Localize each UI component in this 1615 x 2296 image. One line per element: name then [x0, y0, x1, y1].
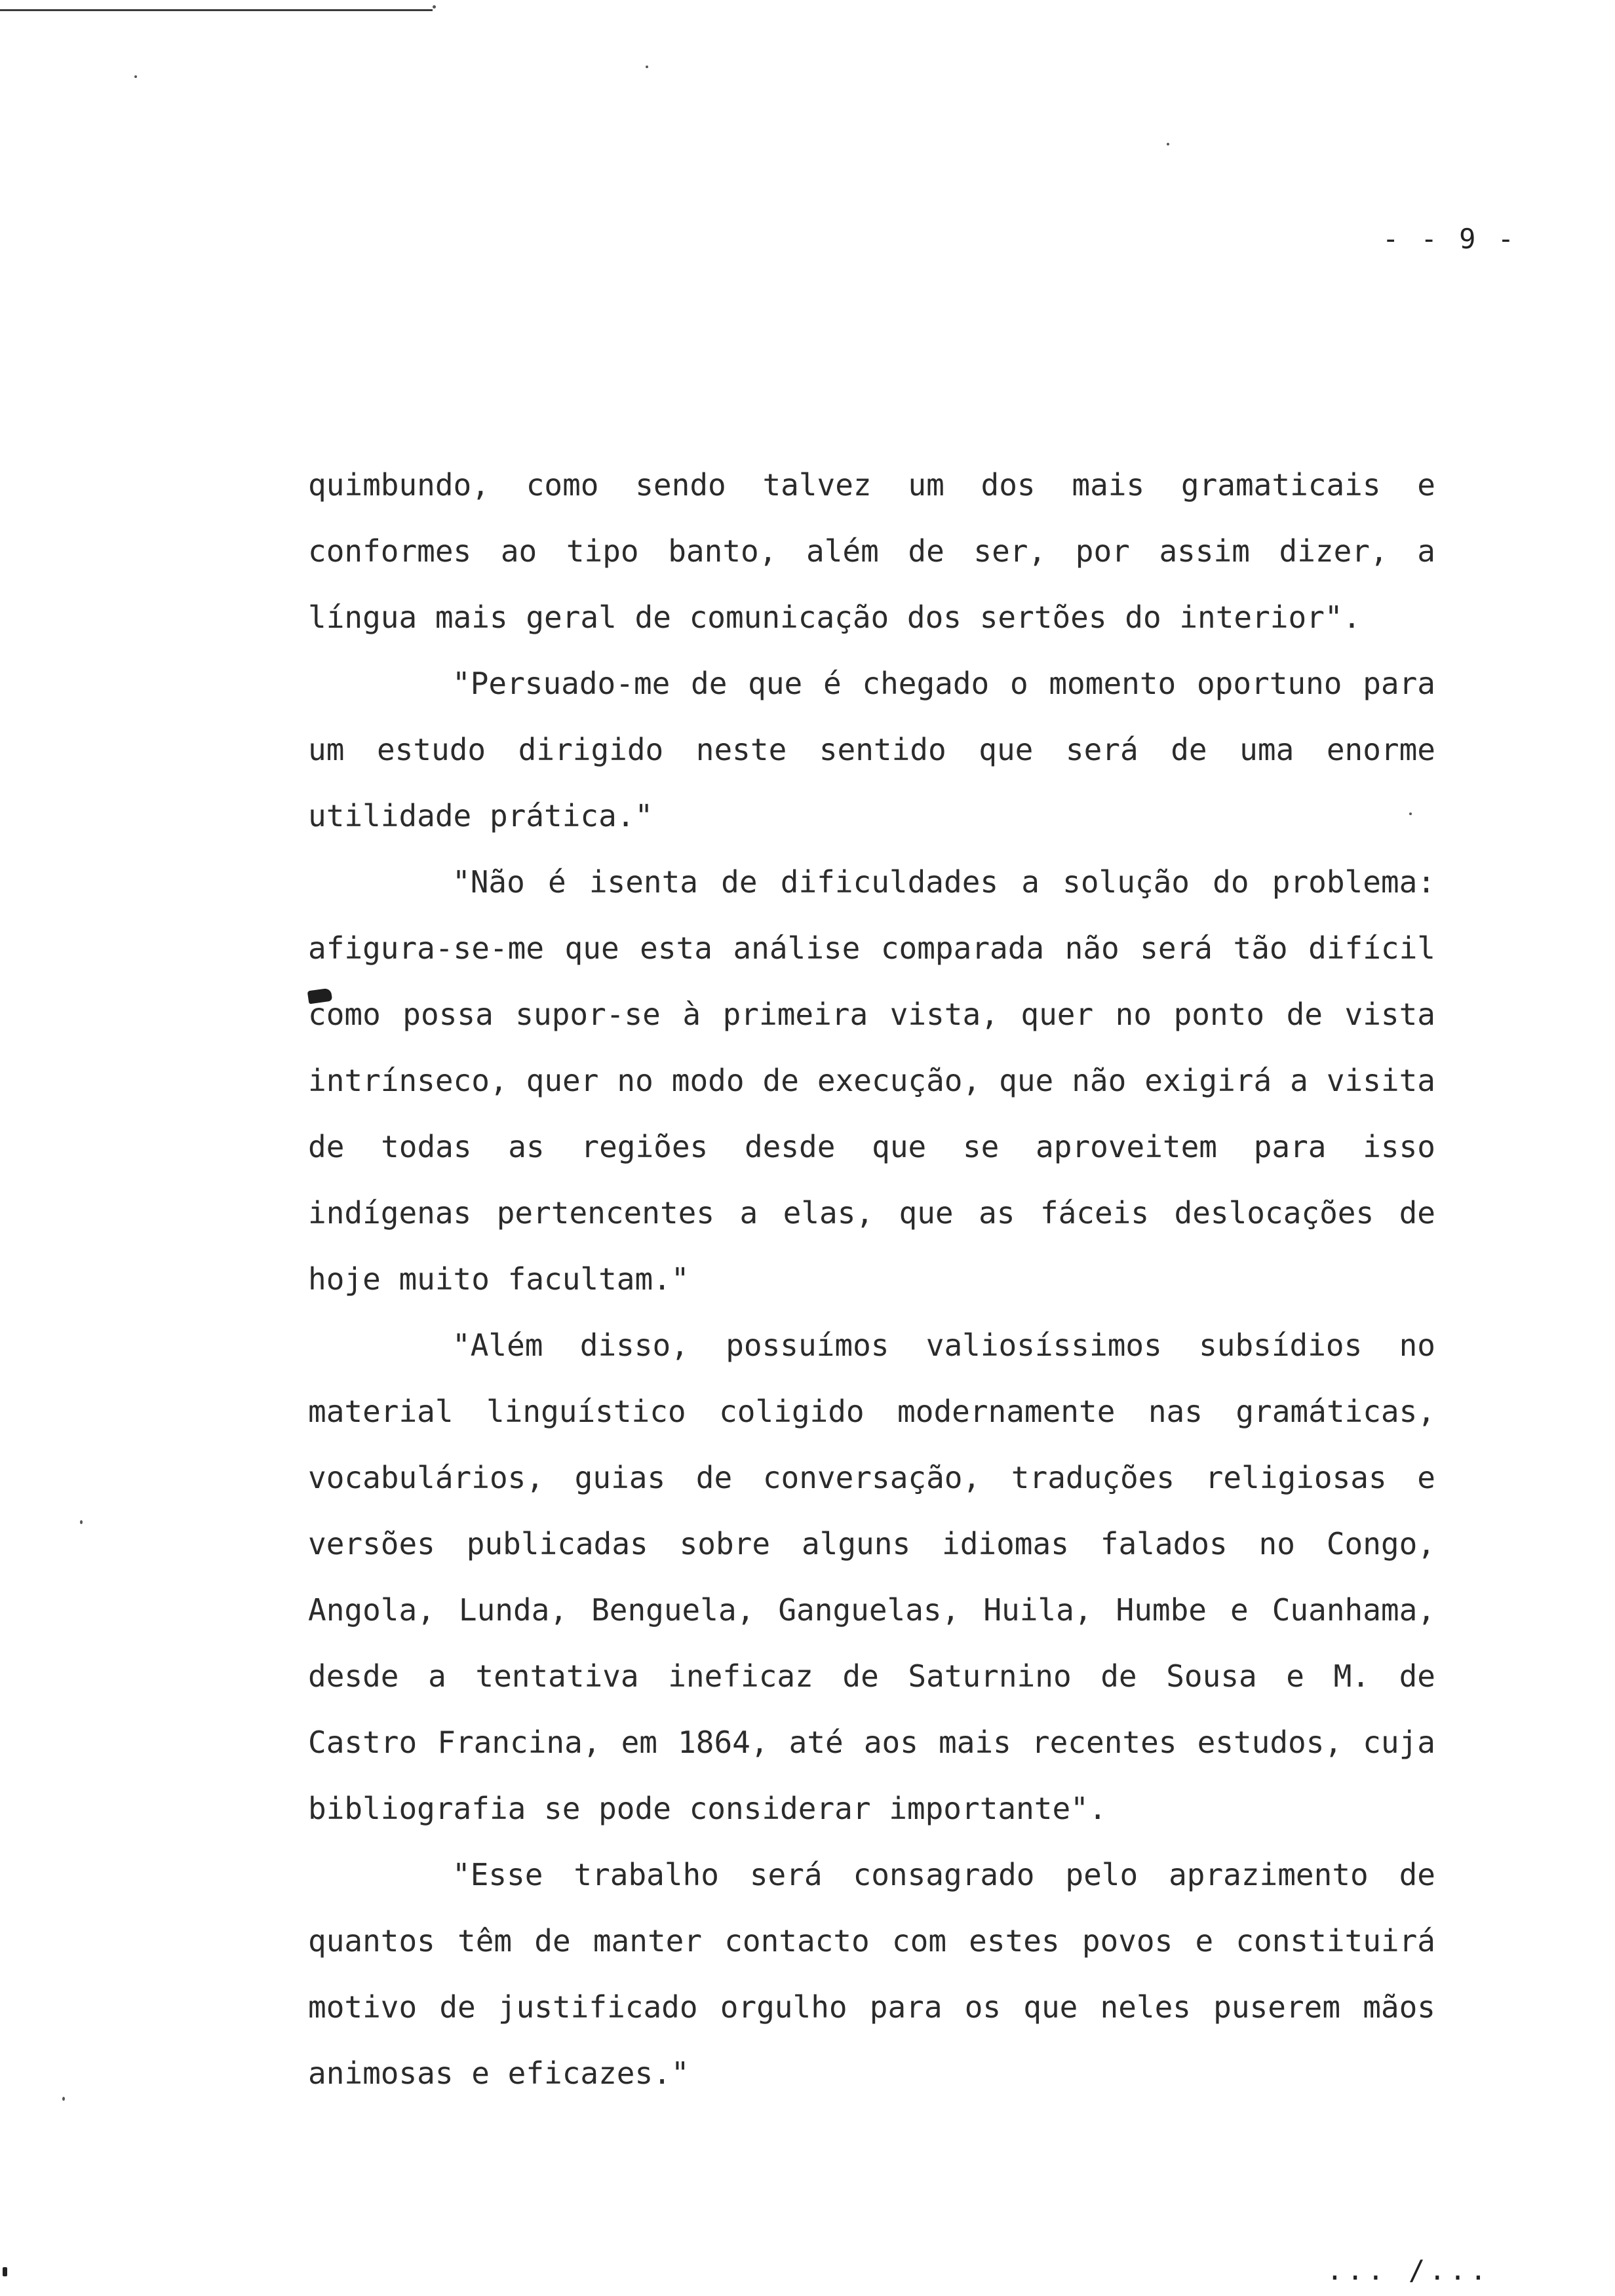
paragraph-quote: "Não é isenta de dificuldades a solução do problema: afigura-se-me que esta análise comparada não será tão difícil como possa supor-se à primeira vista, quer no ponto de vista intrínseco, quer no modo de execução, que não exigirá a visita de todas as regiões desde que se aproveitem para isso indígenas pertencentes a elas, que as fáceis deslocações de hoje muito facultam."	[308, 864, 1435, 1297]
scan-speck	[3, 2267, 7, 2276]
scan-speck	[134, 75, 137, 78]
continuation-mark: ... /...	[1326, 2254, 1490, 2286]
scan-speck	[646, 66, 648, 68]
scan-speck	[80, 1520, 83, 1524]
scan-speck	[433, 5, 436, 9]
body-text	[308, 452, 1435, 2107]
paragraph-quote: "Esse trabalho será consagrado pelo aprazimento de quantos têm de manter contacto com estes povos e constituirá motivo de justificado orgulho para os que neles puserem mãos animosas e eficazes."	[308, 1857, 1435, 2091]
top-edge-rule	[0, 9, 433, 11]
paragraph-quote: "Persuado-me de que é chegado o momento oportuno para um estudo dirigido neste sentido que será de uma enorme utilidade prática."	[308, 666, 1435, 833]
scan-speck	[62, 2097, 65, 2101]
scan-speck	[1409, 813, 1412, 815]
paragraph-continued: quimbundo, como sendo talvez um dos mais gramaticais e conformes ao tipo banto, além de ser, por assim dizer, a língua mais geral de comunicação dos sertões do interior".	[308, 467, 1435, 635]
paragraph-quote: "Além disso, possuímos valiosíssimos subsídios no material linguístico coligido modernamente nas gramáticas, vocabulários, guias de conversação, traduções religiosas e versões publicadas sobre alguns idiomas falados no Congo, Angola, Lunda, Benguela, Ganguelas, Huila, Humbe e Cuanhama, desde a tentativa ineficaz de Saturnino de Sousa e M. de Castro Francina, em 1864, até aos mais recentes estudos, cuja bibliografia se pode considerar importante".	[308, 1328, 1435, 1826]
page-number: - - 9 -	[1382, 223, 1517, 255]
scan-speck	[1167, 143, 1169, 145]
